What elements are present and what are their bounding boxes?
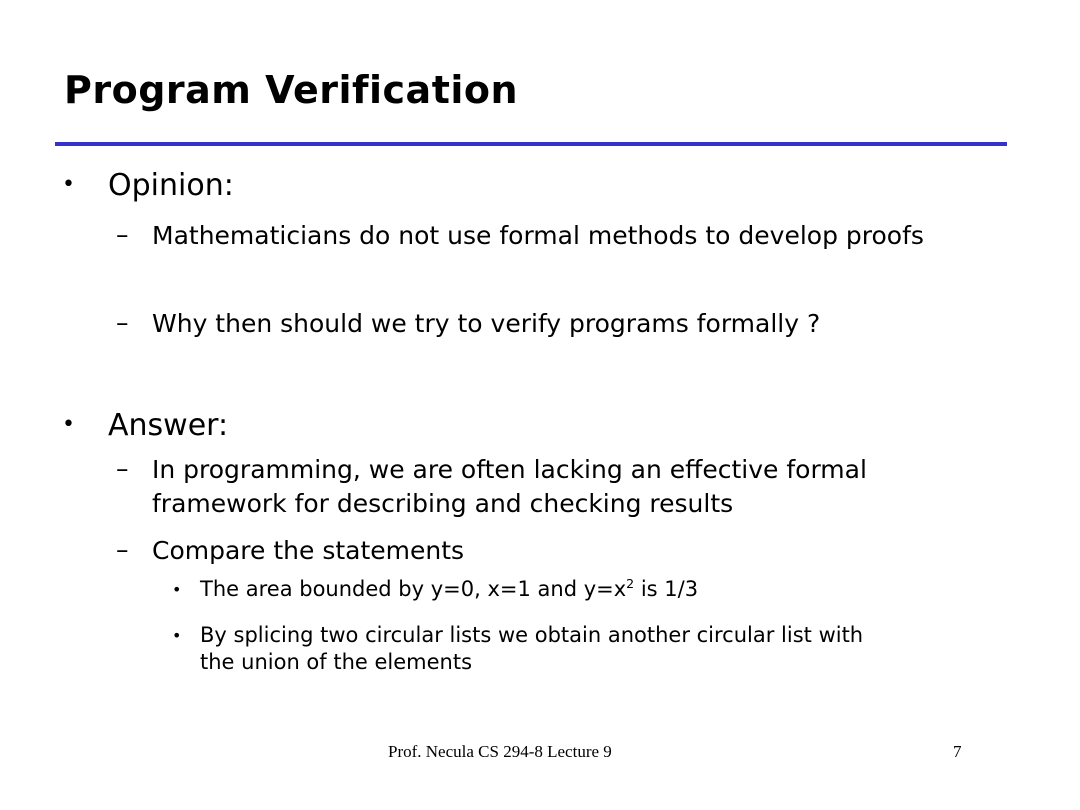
dash-marker: – <box>116 454 129 483</box>
dash-marker: – <box>116 308 129 337</box>
opinion-item-1: Mathematicians do not use formal methods to develop proofs <box>152 221 924 250</box>
sub-bullet-marker: • <box>172 626 182 645</box>
statement-1-text: The area bounded by y=0, x=1 and y=x <box>200 577 627 601</box>
opinion-item-2: Why then should we try to verify programs formally ? <box>152 309 821 338</box>
answer-item-2: Compare the statements <box>152 536 465 565</box>
answer-item-1-line-2: framework for describing and checking results <box>152 489 734 518</box>
footer-credit: Prof. Necula CS 294-8 Lecture 9 <box>388 742 612 761</box>
bullet-marker: • <box>62 412 75 437</box>
statement-1 <box>200 576 698 603</box>
sub-bullet-marker: • <box>172 580 182 599</box>
answer-item-1-line-1: In programming, we are often lacking an effective formal <box>152 455 867 484</box>
statement-2-line-2: the union of the elements <box>200 650 473 674</box>
statement-1-suffix: is 1/3 <box>634 577 699 601</box>
dash-marker: – <box>116 220 129 249</box>
statement-1-superscript: 2 <box>626 576 635 591</box>
slide-title: Program Verification <box>64 68 519 112</box>
dash-marker: – <box>116 535 129 564</box>
bullet-marker: • <box>62 172 75 197</box>
bullet-answer: Answer: <box>108 408 229 443</box>
title-underline <box>55 142 1007 146</box>
statement-2-line-1: By splicing two circular lists we obtain another circular list with <box>200 623 864 647</box>
page-number: 7 <box>953 742 962 761</box>
bullet-opinion: Opinion: <box>108 168 234 203</box>
